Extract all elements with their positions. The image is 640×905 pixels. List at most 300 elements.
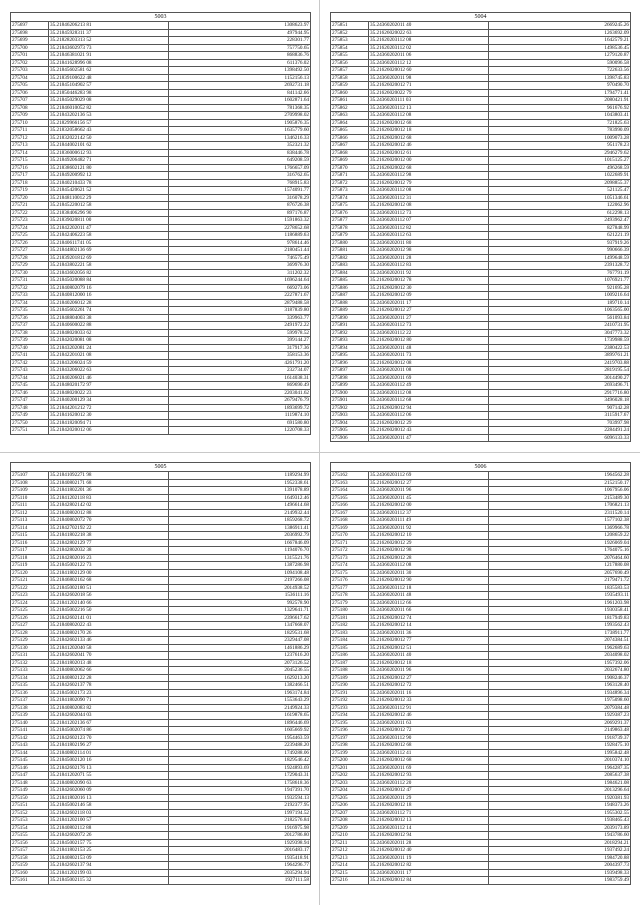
row-id-cell: 275167 [331, 509, 369, 517]
row-id-cell: 275180 [331, 607, 369, 615]
row-value-cell: 3899761.21 [489, 352, 631, 360]
row-id-cell: 275210 [331, 832, 369, 840]
row-id-cell: 275215 [331, 869, 369, 877]
row-coordinate-cell: 35.21626020012 74 [369, 614, 489, 622]
row-value-cell: 2069291.37 [489, 719, 631, 727]
row-value-cell: 497944.95 [169, 29, 311, 37]
table-row [11, 29, 311, 37]
row-value-cell: 1961203.98 [489, 599, 631, 607]
row-id-cell: 275173 [331, 554, 369, 562]
table-row [331, 307, 631, 315]
row-id-cell: 275132 [11, 659, 49, 667]
table-row [331, 104, 631, 112]
row-id-cell: 275157 [11, 847, 49, 855]
table-row [11, 172, 311, 180]
row-value-cell: 1602871.64 [169, 97, 311, 105]
row-coordinate-cell: 35.21842602060 09 [49, 787, 169, 795]
page-divider-horizontal [0, 452, 640, 453]
row-value-cell: 561093.84 [489, 314, 631, 322]
row-value-cell: 2018294.21 [489, 839, 631, 847]
table-row [331, 839, 631, 847]
row-coordinate-cell: 35.24360202011 48 [369, 344, 489, 352]
table-row [11, 202, 311, 210]
row-coordinate-cell: 35.24360203112 31 [369, 194, 489, 202]
row-id-cell: 275142 [11, 734, 49, 742]
row-coordinate-cell: 35.21841202100 57 [49, 817, 169, 825]
row-coordinate-cell: 35.21845002074 86 [49, 727, 169, 735]
row-coordinate-cell: 35.21842020081 08 [49, 337, 169, 345]
row-coordinate-cell: 35.21842602018 56 [49, 592, 169, 600]
row-id-cell: 275739 [11, 337, 49, 345]
row-coordinate-cell: 35.21841802201 36 [49, 487, 169, 495]
row-value-cell: 1957392.06 [489, 659, 631, 667]
row-id-cell: 275119 [11, 562, 49, 570]
row-coordinate-cell: 35.21626020012 40 [369, 847, 489, 855]
row-coordinate-cell: 35.21842602137 94 [49, 862, 169, 870]
table-row [331, 644, 631, 652]
row-coordinate-cell: 35.24360203112 49 [369, 382, 489, 390]
table-row [11, 764, 311, 772]
table-row [11, 704, 311, 712]
table-row [331, 374, 631, 382]
data-table [10, 12, 311, 435]
row-id-cell: 275724 [11, 224, 49, 232]
table-row [331, 862, 631, 870]
table-row [331, 352, 631, 360]
row-coordinate-cell: 35.21626020022 68 [369, 164, 489, 172]
row-value-cell: 1729043.31 [169, 772, 311, 780]
row-id-cell: 275129 [11, 637, 49, 645]
row-value-cell: 496268.59 [489, 164, 631, 172]
row-coordinate-cell: 35.21626020012 68 [369, 134, 489, 142]
row-value-cell: 1263692.09 [489, 29, 631, 37]
table-row [331, 704, 631, 712]
row-coordinate-cell: 35.21848020033 62 [49, 329, 169, 337]
row-id-cell: 275141 [11, 727, 49, 735]
table-row [331, 97, 631, 105]
row-id-cell: 275858 [331, 74, 369, 82]
row-id-cell: 275205 [331, 794, 369, 802]
row-value-cell: 1859268.72 [169, 517, 311, 525]
row-id-cell: 275191 [331, 689, 369, 697]
row-id-cell: 275884 [331, 269, 369, 277]
row-value-cell: 1963128.40 [489, 682, 631, 690]
row-id-cell: 275878 [331, 224, 369, 232]
table-row [11, 187, 311, 195]
table-row [331, 232, 631, 240]
row-coordinate-cell: 35.24360203112 08 [369, 389, 489, 397]
row-id-cell: 275732 [11, 284, 49, 292]
row-value-cell: 2014938.52 [169, 584, 311, 592]
row-id-cell: 275124 [11, 599, 49, 607]
row-value-cell: 951178.23 [489, 142, 631, 150]
row-coordinate-cell: 35.21842602141 01 [49, 614, 169, 622]
table-row [331, 269, 631, 277]
row-id-cell: 275902 [331, 404, 369, 412]
table-row [11, 622, 311, 630]
row-value-cell: 722633.56 [489, 67, 631, 75]
row-id-cell: 275120 [11, 569, 49, 577]
row-value-cell: 2045236.55 [169, 667, 311, 675]
table-row [331, 562, 631, 570]
row-value-cell: 1051346.61 [489, 194, 631, 202]
row-coordinate-cell: 35.21848020172 97 [49, 382, 169, 390]
row-coordinate-cell: 35.21626020012 08 [369, 359, 489, 367]
row-id-cell: 275189 [331, 674, 369, 682]
row-value-cell: 2012786.80 [169, 832, 311, 840]
row-coordinate-cell: 35.24360203112 37 [369, 509, 489, 517]
row-value-cell: 1948373.26 [489, 802, 631, 810]
row-coordinate-cell: 35.21840812000 16 [49, 292, 169, 300]
row-value-cell: 1929387.23 [489, 712, 631, 720]
table-row [11, 292, 311, 300]
row-coordinate-cell: 35.24360202011 16 [369, 689, 489, 697]
table-row [331, 847, 631, 855]
row-value-cell: 1893699.72 [169, 404, 311, 412]
row-coordinate-cell: 35.24360203111 49 [369, 517, 489, 525]
row-id-cell: 275150 [11, 794, 49, 802]
table-row [331, 239, 631, 247]
row-value-cell: 2239488.20 [169, 742, 311, 750]
row-coordinate-cell: 35.24360203112 41 [369, 749, 489, 757]
row-id-cell: 275181 [331, 614, 369, 622]
table-row [11, 22, 311, 30]
table-row [11, 554, 311, 562]
row-coordinate-cell: 35.21842602137 78 [49, 682, 169, 690]
row-id-cell: 275868 [331, 149, 369, 157]
row-id-cell: 275137 [11, 697, 49, 705]
table-row [11, 809, 311, 817]
table-row [331, 179, 631, 187]
table-row [331, 74, 631, 82]
table-row [11, 539, 311, 547]
table-row [331, 217, 631, 225]
row-value-cell: 1975098.60 [489, 697, 631, 705]
row-coordinate-cell: 35.21842802016 23 [49, 554, 169, 562]
row-value-cell: 1696244.64 [169, 277, 311, 285]
row-value-cell: 2419703.88 [489, 359, 631, 367]
row-coordinate-cell: 35.21626020012 27 [369, 674, 489, 682]
row-id-cell: 275866 [331, 134, 369, 142]
row-value-cell: 1964296.77 [169, 862, 311, 870]
table-row [11, 734, 311, 742]
row-coordinate-cell: 35.21841802129 00 [49, 569, 169, 577]
row-id-cell: 275882 [331, 254, 369, 262]
row-value-cell: 2692731.18 [169, 82, 311, 90]
table-row [11, 374, 311, 382]
row-coordinate-cell: 35.24360202011 27 [369, 314, 489, 322]
table-row [331, 674, 631, 682]
table-row [331, 599, 631, 607]
table-panel-5003 [10, 12, 310, 435]
row-id-cell: 275734 [11, 299, 49, 307]
row-coordinate-cell: 35.24360202011 19 [369, 854, 489, 862]
row-id-cell: 275116 [11, 539, 49, 547]
row-value-cell: 2391328.72 [489, 262, 631, 270]
row-value-cell: 339963.77 [169, 314, 311, 322]
table-row [11, 689, 311, 697]
table-row [331, 314, 631, 322]
row-coordinate-cell: 35.21620203112 08 [369, 37, 489, 45]
row-value-cell: 827848.99 [489, 224, 631, 232]
row-id-cell: 275861 [331, 97, 369, 105]
row-id-cell: 275117 [11, 547, 49, 555]
row-id-cell: 275735 [11, 307, 49, 315]
row-id-cell: 275709 [11, 112, 49, 120]
row-id-cell: 275855 [331, 52, 369, 60]
row-value-cell: 317917.36 [169, 344, 311, 352]
row-value-cell: 1308623.97 [169, 22, 311, 30]
row-id-cell: 275131 [11, 652, 49, 660]
row-coordinate-cell: 35.24360203112 98 [369, 172, 489, 180]
table-row [331, 277, 631, 285]
table-row [11, 644, 311, 652]
row-value-cell: 1315521.76 [169, 554, 311, 562]
row-value-cell: 978614.46 [169, 239, 311, 247]
row-id-cell: 275751 [11, 427, 49, 435]
row-value-cell: 2709998.02 [169, 112, 311, 120]
row-id-cell: 275716 [11, 164, 49, 172]
row-value-cell: 2203041.62 [169, 389, 311, 397]
row-value-cell: 2034098.02 [489, 652, 631, 660]
table-row [331, 134, 631, 142]
row-coordinate-cell: 35.21840802012 88 [49, 509, 169, 517]
table-row [11, 614, 311, 622]
row-id-cell: 275883 [331, 262, 369, 270]
row-coordinate-cell: 35.21845002173 23 [49, 689, 169, 697]
table-row [11, 472, 311, 480]
row-id-cell: 275713 [11, 142, 49, 150]
row-id-cell: 275894 [331, 344, 369, 352]
row-coordinate-cell: 35.21841202040 58 [49, 644, 169, 652]
table-row [11, 742, 311, 750]
row-coordinate-cell: 35.21626020012 43 [369, 427, 489, 435]
table-row [11, 412, 311, 420]
row-id-cell: 275892 [331, 329, 369, 337]
row-value-cell: 2036992.79 [169, 532, 311, 540]
row-id-cell: 275864 [331, 119, 369, 127]
table-row [331, 172, 631, 180]
table-row [331, 554, 631, 562]
row-id-cell: 275175 [331, 569, 369, 577]
row-coordinate-cell: 35.21845020088 84 [49, 277, 169, 285]
row-value-cell: 841142.66 [169, 89, 311, 97]
row-id-cell: 275196 [331, 727, 369, 735]
row-coordinate-cell: 35.21626020012 13 [369, 817, 489, 825]
row-coordinate-cell: 35.21626020012 98 [369, 547, 489, 555]
row-id-cell: 275877 [331, 217, 369, 225]
row-id-cell: 275896 [331, 359, 369, 367]
row-coordinate-cell: 35.21842201021 08 [49, 352, 169, 360]
row-value-cell: 2039173.89 [489, 824, 631, 832]
row-coordinate-cell: 35.21841802153 25 [49, 847, 169, 855]
row-value-cell: 1964562.28 [489, 472, 631, 480]
row-value-cell: 2013296.64 [489, 787, 631, 795]
row-value-cell: 2085637.38 [489, 772, 631, 780]
data-table [330, 12, 631, 442]
row-id-cell: 275209 [331, 824, 369, 832]
row-value-cell: 868836.76 [169, 52, 311, 60]
row-id-cell: 275125 [11, 607, 49, 615]
row-coordinate-cell: 35.21841802196 27 [49, 742, 169, 750]
row-id-cell: 275179 [331, 599, 369, 607]
table-row [11, 659, 311, 667]
row-value-cell: 2493962.47 [489, 217, 631, 225]
table-row [11, 667, 311, 675]
table-row [331, 59, 631, 67]
row-value-cell: 2076464.60 [489, 554, 631, 562]
row-value-cell: 1794771.41 [489, 89, 631, 97]
row-coordinate-cell: 35.24360203112 68 [369, 397, 489, 405]
row-value-cell: 612298.13 [489, 209, 631, 217]
row-coordinate-cell: 35.21841802090 71 [49, 697, 169, 705]
row-id-cell: 275199 [331, 749, 369, 757]
table-row [11, 277, 311, 285]
row-coordinate-cell: 35.21845928311 37 [49, 29, 169, 37]
row-coordinate-cell: 35.24360203112 66 [369, 599, 489, 607]
row-coordinate-cell: 35.21841202140 66 [49, 599, 169, 607]
row-id-cell: 275149 [11, 787, 49, 795]
row-value-cell: 2278652.68 [169, 224, 311, 232]
row-id-cell: 275860 [331, 89, 369, 97]
table-row [331, 742, 631, 750]
table-row [331, 779, 631, 787]
row-id-cell: 275154 [11, 824, 49, 832]
table-row [331, 854, 631, 862]
table-row [331, 869, 631, 877]
row-coordinate-cell: 35.21842602041 70 [49, 652, 169, 660]
row-value-cell: 1964287.35 [489, 764, 631, 772]
row-coordinate-cell: 35.21845002146 58 [49, 802, 169, 810]
row-value-cell: 1369966.78 [489, 524, 631, 532]
row-coordinate-cell: 35.21841202118 83 [49, 494, 169, 502]
table-row [331, 112, 631, 120]
row-id-cell: 275893 [331, 337, 369, 345]
row-id-cell: 275139 [11, 712, 49, 720]
table-row [331, 329, 631, 337]
row-coordinate-cell: 35.21840802112 88 [49, 824, 169, 832]
table-row [331, 434, 631, 442]
row-id-cell: 275184 [331, 637, 369, 645]
row-value-cell: 767791.19 [489, 269, 631, 277]
row-value-cell: 992578.90 [169, 599, 311, 607]
row-value-cell: 2180451.44 [169, 247, 311, 255]
row-id-cell: 275176 [331, 577, 369, 585]
table-row [331, 629, 631, 637]
row-coordinate-cell: 35.21840210433 78 [49, 179, 169, 187]
row-value-cell: 1063565.00 [489, 307, 631, 315]
table-row [11, 367, 311, 375]
row-value-cell: 746575.49 [169, 254, 311, 262]
table-row [11, 719, 311, 727]
row-id-cell: 275715 [11, 157, 49, 165]
table-row [331, 539, 631, 547]
row-value-cell: 358153.36 [169, 352, 311, 360]
row-value-cell: 2396617.62 [169, 614, 311, 622]
row-value-cell: 721825.63 [489, 119, 631, 127]
row-id-cell: 275729 [11, 262, 49, 270]
row-value-cell: 2182576.84 [169, 817, 311, 825]
row-id-cell: 275891 [331, 322, 369, 330]
row-coordinate-cell: 35.21842020012 06 [49, 427, 169, 435]
row-coordinate-cell: 35.24360202011 92 [369, 524, 489, 532]
table-row [11, 502, 311, 510]
row-id-cell: 275144 [11, 749, 49, 757]
row-value-cell: 2010374.10 [489, 757, 631, 765]
table-row [331, 532, 631, 540]
table-row [11, 599, 311, 607]
row-coordinate-cell: 35.24360202011 17 [369, 869, 489, 877]
table-row [11, 562, 311, 570]
row-coordinate-cell: 35.21626020012 18 [369, 127, 489, 135]
row-coordinate-cell: 35.21840206021 46 [49, 374, 169, 382]
row-coordinate-cell: 35.21843802221 58 [49, 262, 169, 270]
table-row [11, 262, 311, 270]
row-coordinate-cell: 35.21626020012 71 [369, 82, 489, 90]
row-coordinate-cell: 35.21626020012 27 [369, 479, 489, 487]
row-value-cell: 6096133.33 [489, 434, 631, 442]
row-coordinate-cell: 35.21626020012 46 [369, 712, 489, 720]
row-coordinate-cell: 35.21620203112 02 [369, 44, 489, 52]
row-coordinate-cell: 35.21840802122 28 [49, 674, 169, 682]
row-id-cell: 275748 [11, 404, 49, 412]
table-row [331, 479, 631, 487]
row-id-cell: 275169 [331, 524, 369, 532]
row-coordinate-cell: 35.21626020012 72 [369, 682, 489, 690]
row-value-cell: 783990.09 [489, 127, 631, 135]
table-row [11, 97, 311, 105]
row-id-cell: 275898 [331, 374, 369, 382]
row-id-cell: 275746 [11, 389, 49, 397]
table-row [331, 254, 631, 262]
row-id-cell: 275719 [11, 187, 49, 195]
row-id-cell: 275743 [11, 367, 49, 375]
row-id-cell: 275174 [331, 562, 369, 570]
table-panel-5004 [330, 12, 630, 442]
row-value-cell: 3014490.27 [489, 374, 631, 382]
table-row [331, 157, 631, 165]
row-value-cell: 1461886.29 [169, 644, 311, 652]
row-id-cell: 275905 [331, 427, 369, 435]
table-row [11, 134, 311, 142]
table-row [331, 824, 631, 832]
row-coordinate-cell: 35.21842602133 46 [49, 637, 169, 645]
row-coordinate-cell: 35.21626020012 72 [369, 727, 489, 735]
row-value-cell: 228301.77 [169, 37, 311, 45]
row-id-cell: 275108 [11, 479, 49, 487]
row-coordinate-cell: 35.21849200992 12 [49, 172, 169, 180]
table-row [11, 569, 311, 577]
row-value-cell: 1536111.16 [169, 592, 311, 600]
row-value-cell: 1939498.33 [489, 869, 631, 877]
row-coordinate-cell: 35.21843206024 59 [49, 359, 169, 367]
row-coordinate-cell: 35.21626020012 78 [369, 277, 489, 285]
row-value-cell: 1929398.94 [169, 839, 311, 847]
row-value-cell: 2079384.48 [489, 704, 631, 712]
table-row [11, 532, 311, 540]
row-id-cell: 275750 [11, 419, 49, 427]
row-coordinate-cell: 35.24360202011 36 [369, 629, 489, 637]
table-row [11, 419, 311, 427]
table-row [11, 682, 311, 690]
table-row [331, 659, 631, 667]
row-id-cell: 275701 [11, 52, 49, 60]
row-value-cell: 2227871.67 [169, 292, 311, 300]
row-value-cell: 1577102.38 [489, 517, 631, 525]
row-value-cell: 897176.87 [169, 209, 311, 217]
table-row [331, 614, 631, 622]
row-id-cell: 275741 [11, 352, 49, 360]
